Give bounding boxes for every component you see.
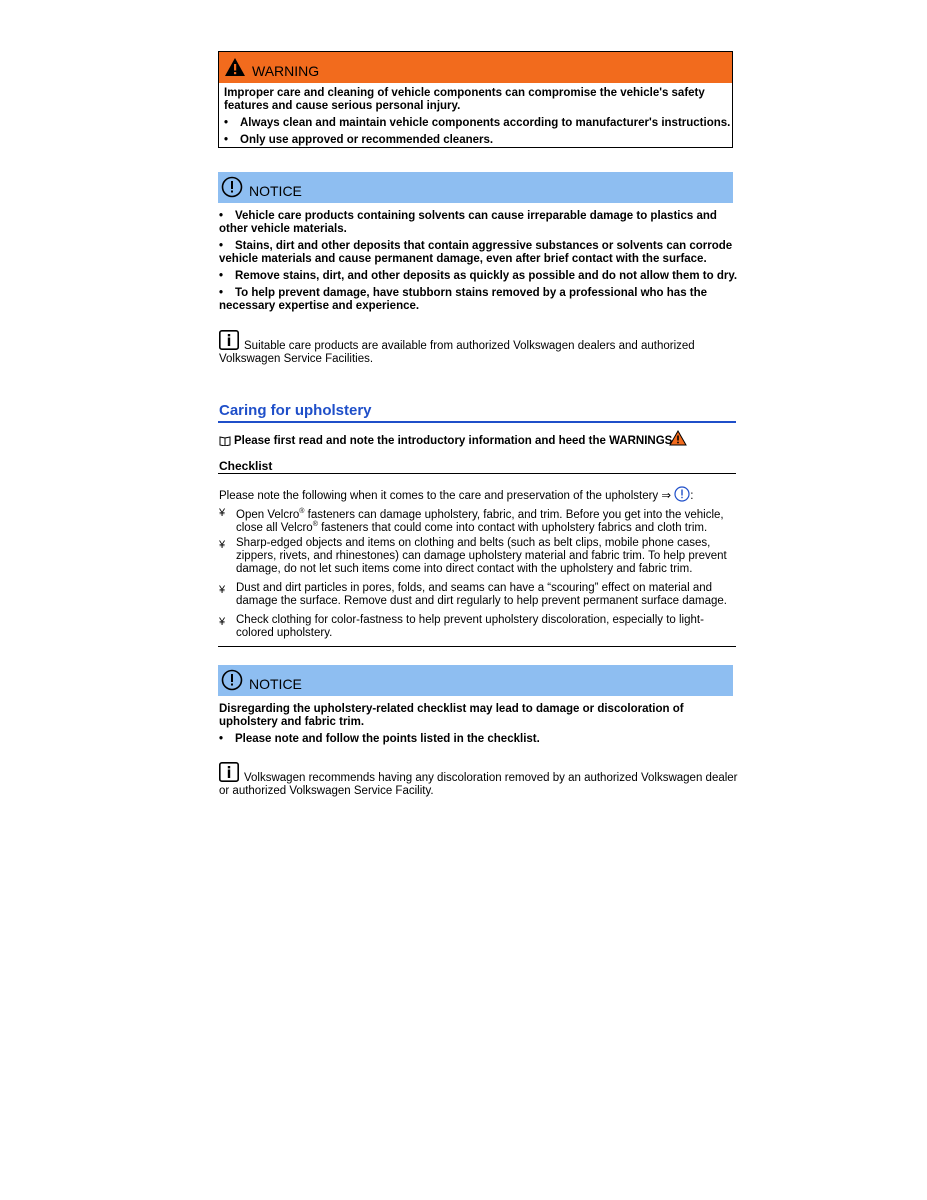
checklist-item-3-line-2: damage the surface. Remove dust and dirt regularly to help prevent permanent surface damage. [236,595,727,607]
section-title-rule [218,421,736,423]
checklist-title: Checklist [219,459,273,473]
info1-line-2: Volkswagen Service Facilities. [219,353,374,365]
checklist-intro: Please note the following when it comes to the care and preservation of the upholstery ⇒ : [219,486,693,503]
notice-exclamation-icon [221,669,243,691]
checklist-item-2-line-3: damage, do not let such items come into direct contact with the upholstery and fabric trim. [236,563,693,575]
warning-intro-line-2: features and cause serious personal injury. [224,100,461,112]
checklist-item-1-line-1: Open Velcro® fasteners can damage upholstery, fabric, and trim. Before you get into the vehicle, [236,508,724,521]
checklist-title-rule [218,473,736,474]
notice2-intro-line-1: Disregarding the upholstery-related checklist may lead to damage or discoloration of [219,703,684,715]
warning-title: WARNING [252,63,320,79]
checklist-bullet: ¥ [219,507,226,519]
checklist-item-1-line-2: close all Velcro® fasteners that could come into contact with upholstery fabrics and cloth trim. [236,521,708,534]
warning-box: WARNING Improper care and cleaning of vehicle components can compromise the vehicle's safety features and cause serious personal injury. • Always clean and maintain vehicle components according to manufacturer's instructions. • Only use approved or recommended cleaners. [218,51,733,148]
checklist-item-2-line-2: zippers, rivets, and rhinestones) can damage upholstery material and fabric trim. To help prevent [236,550,727,562]
checklist-bullet: ¥ [219,616,226,628]
section-intro: Please first read and note the introductory information and heed the WARNINGS [234,435,673,447]
warning-intro-line-1: Improper care and cleaning of vehicle components can compromise the vehicle's safety [224,87,705,99]
notice-header-2 [218,665,733,696]
info-i-icon [219,330,239,350]
book-icon [219,436,231,446]
notice1-bullet-4-cont: necessary expertise and experience. [219,300,420,312]
warning-triangle-icon [224,57,246,77]
checklist-item-2-line-1: Sharp-edged objects and items on clothing and belts (such as belt clips, mobile phone cases, [236,537,711,549]
notice-exclamation-icon [221,176,243,198]
checklist-bullet: ¥ [219,584,226,596]
warning-header [219,52,732,83]
notice-exclamation-icon [674,486,690,502]
notice-header-1 [218,172,733,203]
notice2-intro-line-2: upholstery and fabric trim. [219,716,365,728]
checklist-bullet: ¥ [219,539,226,551]
info-i-icon [219,762,239,782]
checklist-item-4-line-1: Check clothing for color-fastness to help prevent upholstery discoloration, especially to light- [236,614,704,626]
notice1-bullet-2-cont: vehicle materials and cause permanent damage, even after brief contact with the surface. [219,253,707,265]
info2-line-2: or authorized Volkswagen Service Facility. [219,785,434,797]
warning-triangle-icon [669,430,687,446]
info2-line-1: Volkswagen recommends having any discoloration removed by an authorized Volkswagen dealer [244,772,738,784]
notice1-bullet-1-cont: other vehicle materials. [219,223,347,235]
section-title: Caring for upholstery [219,402,372,419]
notice-title-2: NOTICE [249,676,302,692]
info1-line-1: Suitable care products are available from authorized Volkswagen dealers and authorized [244,340,695,352]
checklist-item-3-line-1: Dust and dirt particles in pores, folds, and seams can have a “scouring” effect on material and [236,582,713,594]
checklist-end-rule [218,646,736,647]
checklist-item-4-line-2: colored upholstery. [236,627,333,639]
notice-title-1: NOTICE [249,183,302,199]
